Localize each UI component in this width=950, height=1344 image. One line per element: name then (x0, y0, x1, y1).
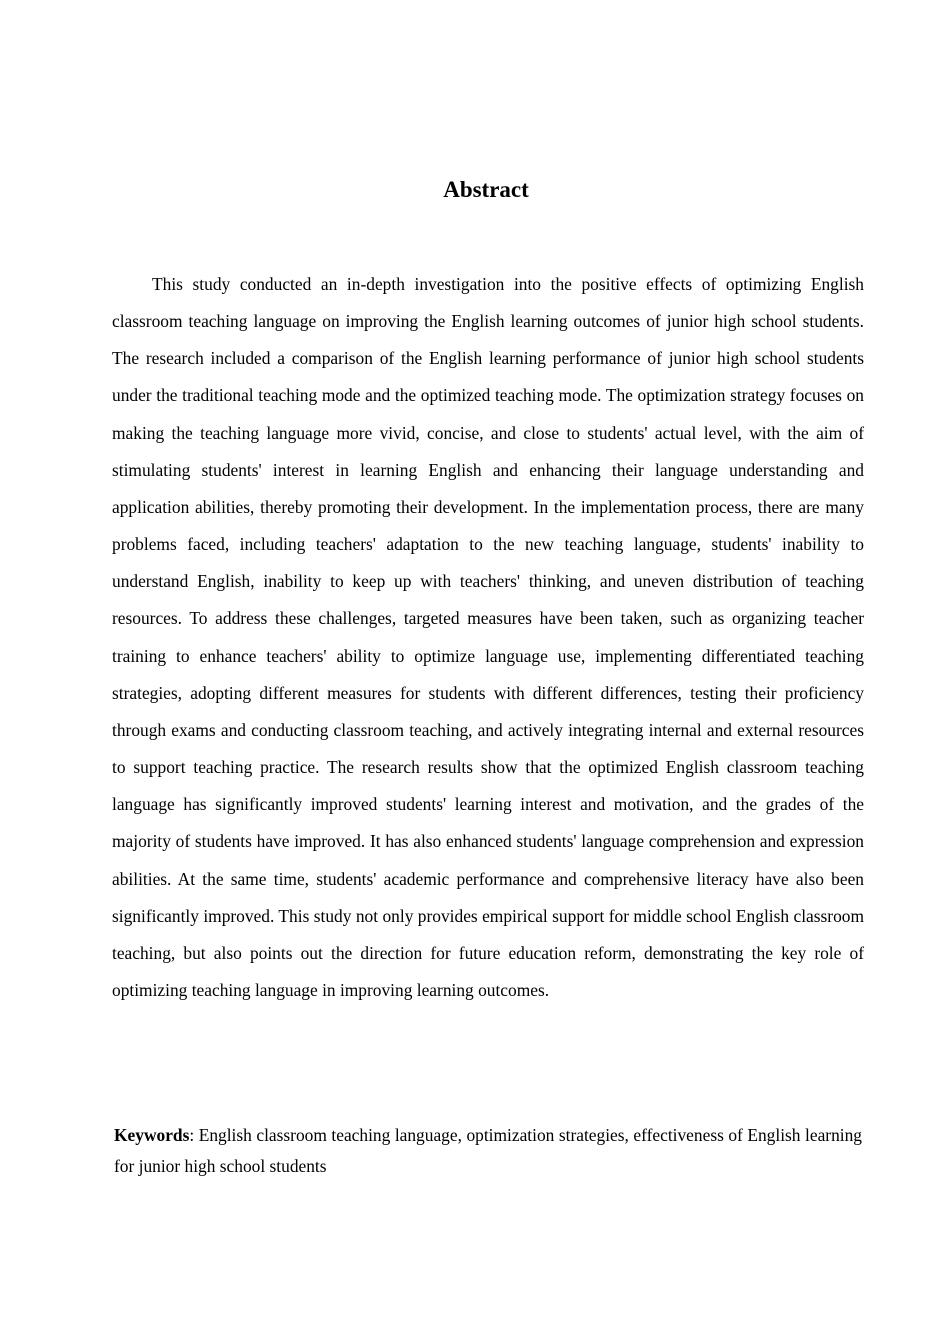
abstract-title: Abstract (443, 177, 529, 202)
keywords-label: Keywords (114, 1125, 190, 1145)
keywords-paragraph (114, 1120, 862, 1182)
keywords-separator: : (189, 1125, 195, 1145)
abstract-body: This study conducted an in-depth investigation into the positive effects of optimizing English classroom teaching language on improving the English learning outcomes of junior high school students. The research included a comparison of the English learning performance of junior high school students under the traditional teaching mode and the optimized teaching mode. The optimization strategy focuses on making the teaching language more vivid, concise, and close to students' actual level, with the aim of stimulating students' interest in learning English and enhancing their language understanding and application abilities, thereby promoting their development. In the implementation process, there are many problems faced, including teachers' adaptation to the new teaching language, students' inability to understand English, inability to keep up with teachers' thinking, and uneven distribution of teaching resources. To address these challenges, targeted measures have been taken, such as organizing teacher training to enhance teachers' ability to optimize language use, implementing differentiated teaching strategies, adopting different measures for students with different differences, testing their proficiency through exams and conducting classroom teaching, and actively integrating internal and external resources to support teaching practice. The research results show that the optimized English classroom teaching language has significantly improved students' learning interest and motivation, and the grades of the majority of students have improved. It has also enhanced students' language comprehension and expression abilities. At the same time, students' academic performance and comprehensive literacy have also been significantly improved. This study not only provides empirical support for middle school English classroom teaching, but also points out the direction for future education reform, demonstrating the key role of optimizing teaching language in improving learning outcomes. (112, 274, 864, 1000)
keywords-text: English classroom teaching language, optimization strategies, effectiveness of English learning for junior high school students (114, 1125, 862, 1176)
